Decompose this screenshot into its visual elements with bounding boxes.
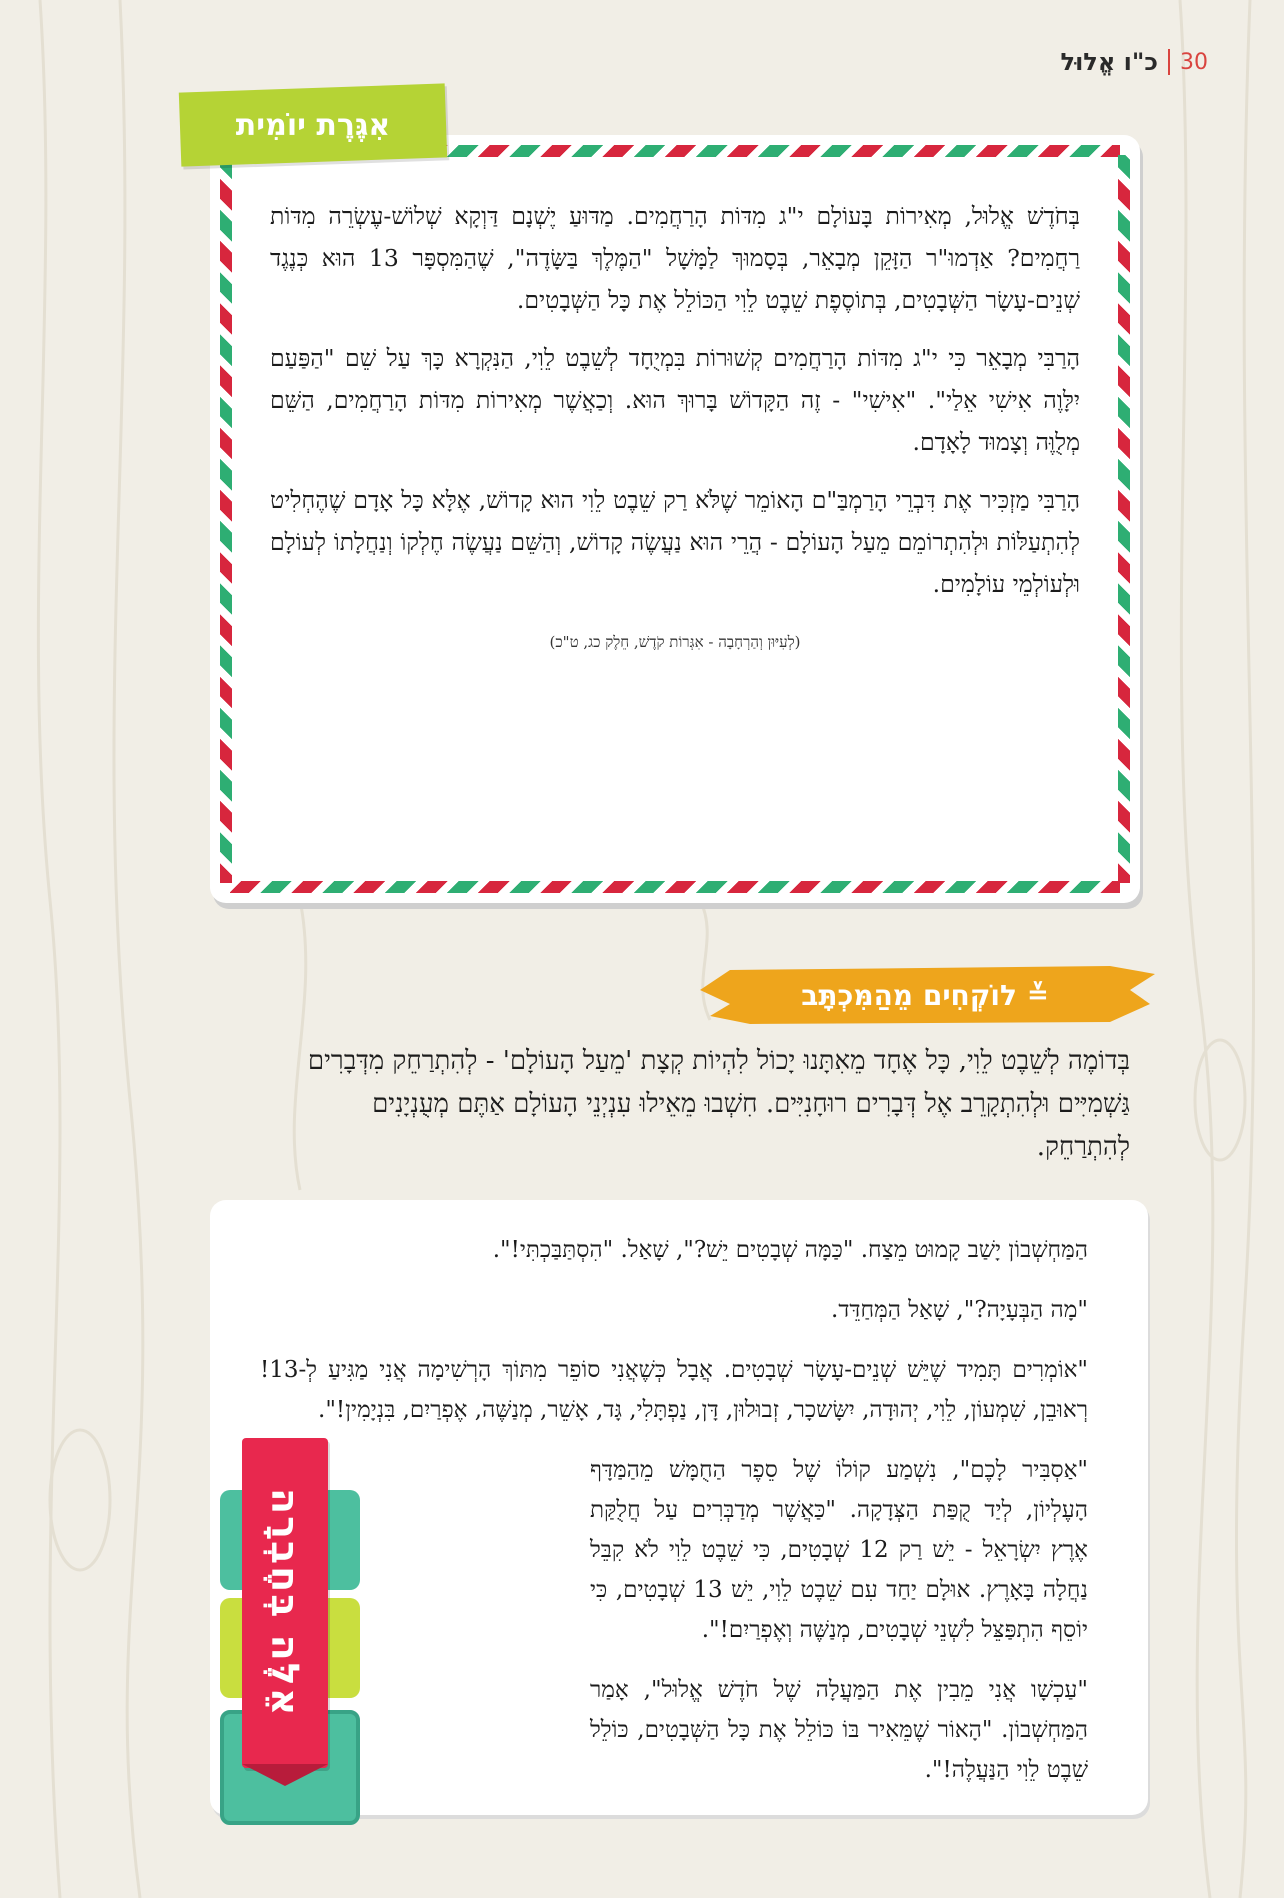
story-paragraph: "עַכְשָׁו אֲנִי מֵבִין אֶת הַמַּעֲלָה שֶׁל חֹדֶשׁ אֱלוּל", אָמַר הַמַּחְשְׁבוֹן. "הָאוֹר שֶׁמֵּאִיר בּוֹ כּוֹלֵל אֶת כָּל הַשְּׁבָטִים, כּוֹלֵל שֵׁבֶט לֵוִי הַנַּעֲלֶה!". — [590, 1677, 1088, 1783]
story-paragraph: "מָה הַבְּעָיָה?", שָׁאַל הַמְּחַדֵּד. — [831, 1297, 1088, 1323]
story-paragraph: "אַסְבִּיר לָכֶם", נִשְׁמַע קוֹלוֹ שֶׁל סֵפֶר הַחֻמָּשׁ מֵהַמַּדָּף הָעֶלְיוֹן, לְיַד קֻפַּת הַצְּדָקָה. "כַּאֲשֶׁר מְדַבְּרִים עַל חֲלֻקַּת אֶרֶץ יִשְׂרָאֵל - יֵשׁ רַק 12 שְׁבָטִים, כִּי שֵׁבֶט לֵוִי לֹא קִבֵּל נַחֲלָה בָּאָרֶץ. אוּלָם יַחַד עִם שֵׁבֶט לֵוִי, יֵשׁ 13 שְׁבָטִים, כִּי יוֹסֵף הִתְפַּצֵּל לִשְׁנֵי שְׁבָטִים, מְנַשֶּׁה וְאֶפְרַיִם!". — [590, 1457, 1088, 1643]
ribbon-tail — [242, 1764, 328, 1786]
page-header — [1061, 48, 1208, 76]
airmail-border-bottom — [230, 881, 1120, 893]
double-chevron-down-icon: ≚ — [1026, 980, 1049, 1010]
airmail-border-right — [1118, 155, 1130, 883]
daily-letter-tag — [180, 88, 446, 162]
letter-paragraph: בְּחֹדֶשׁ אֱלוּל, מְאִירוֹת בָּעוֹלָם י"ג מִדּוֹת הָרַחֲמִים. מַדּוּעַ יֶשְׁנָם דַּוְקָא שְׁלוֹשׁ-עֶשְׂרֵה מִדּוֹת רַחֲמִים? אַדְמוּ"ר הַזָּקֵן מְבָאֵר, בְּסָמוּךְ לַמָּשָׁל "הַמֶּלֶךְ בַּשָּׂדֶה", שֶׁהַמִּסְפָּר 13 הוּא כְּנֶגֶד שְׁנֵים-עָשָׂר הַשְּׁבָטִים, בְּתוֹסֶפֶת שֵׁבֶט לֵוִי הַכּוֹלֵל אֶת כָּל הַשְּׁבָטִים. — [270, 202, 1080, 314]
header-divider — [1168, 49, 1170, 75]
page-date: כ"ו אֱלוּל — [1060, 48, 1158, 76]
letter-paragraph: הָרַבִּי מַזְכִּיר אֶת דִּבְרֵי הָרַמְבַּ"ם הָאוֹמֵר שֶׁלֹּא רַק שֵׁבֶט לֵוִי הוּא קָדוֹשׁ, אֶלָּא כָּל אָדָם שֶׁהֶחְלִיט לְהִתְעַלּוֹת וּלְהִתְרוֹמֵם מֵעַל הָעוֹלָם - הֲרֵי הוּא נַעֲשֶׂה קָדוֹשׁ, וְהַשֵּׁם נַעֲשֶׂה חֶלְקוֹ וְנַחֲלָתוֹ לְעוֹלָם וּלְעוֹלְמֵי עוֹלָמִים. — [270, 486, 1080, 598]
gift-stack-illustration — [220, 1448, 370, 1828]
story-paragraph: הַמַּחְשְׁבוֹן יָשַׁב קָמוּט מֵצַח. "כַּמָּה שְׁבָטִים יֵשׁ?", שָׁאַל. "הִסְתַּבַּכְתִּי!". — [492, 1237, 1088, 1263]
daily-letter-card — [210, 135, 1140, 903]
daily-letter-tag-label: אִגֶּרֶת יוֹמִית — [235, 107, 391, 143]
page-number: 30 — [1180, 49, 1208, 75]
takeaway-title: לוֹקְחִים מֵהַמִּכְתָּב — [801, 978, 1017, 1012]
story-paragraph: "אוֹמְרִים תָּמִיד שֶׁיֵּשׁ שְׁנֵים-עָשָׂר שְׁבָטִים. אֲבָל כְּשֶׁאֲנִי סוֹפֵר מִתּוֹךְ הָרְשִׁימָה אֲנִי מַגִּיעַ לְ-13! רְאוּבֵן, שִׁמְעוֹן, לֵוִי, יְהוּדָה, יִשָּׂשכָר, זְבוּלוּן, דָּן, נַפְתָּלִי, גָּד, אָשֵׁר, מְנַשֶּׁה, אֶפְרַיִם, בִּנְיָמִין!". — [260, 1357, 1088, 1423]
letter-body — [270, 195, 1080, 663]
airmail-border-left — [220, 155, 232, 883]
takeaway-text: בְּדוֹמֶה לְשֵׁבֶט לֵוִי, כָּל אֶחָד מֵאִתָּנוּ יָכוֹל לִהְיוֹת קְצָת 'מֵעַל הָעוֹלָם' - לְהִתְרַחֵק מִדְּבָרִים גַּשְׁמִיִּים וּלְהִתְקָרֵב אֶל דְּבָרִים רוּחָנִיִּים. חִשְׁבוּ מֵאֵילוּ עִנְיְנֵי הָעוֹלָם אַתֶּם מְעֻנְיָנִים לְהִתְרַחֵק. — [307, 1046, 1130, 1162]
letter-paragraph: הָרַבִּי מְבָאֵר כִּי י"ג מִדּוֹת הָרַחֲמִים קְשׁוּרוֹת בִּמְיֻחָד לְשֵׁבֶט לֵוִי, הַנִּקְרָא כָּךְ עַל שֵׁם "הַפַּעַם יִלָּוֶה אִישִׁי אֵלַי". "אִישִׁי" - זֶה הַקָּדוֹשׁ בָּרוּךְ הוּא. וְכַאֲשֶׁר מְאִירוֹת מִדּוֹת הָרַחֲמִים, הַשֵּׁם מְלֻוֶּה וְצָמוּד לָאָדָם. — [270, 344, 1080, 456]
story-body — [260, 1230, 1088, 1810]
letter-source: (לְעִיּוּן וְהַרְחָבָה - אִגְּרוֹת קֹדֶשׁ, חֵלֶק כג, ט"כ) — [549, 633, 801, 651]
story-tag-label: אֵלֶּה בְּחֶבְרָה — [263, 1488, 307, 1718]
takeaway-banner — [690, 960, 1160, 1030]
story-tag-ribbon — [242, 1438, 328, 1768]
